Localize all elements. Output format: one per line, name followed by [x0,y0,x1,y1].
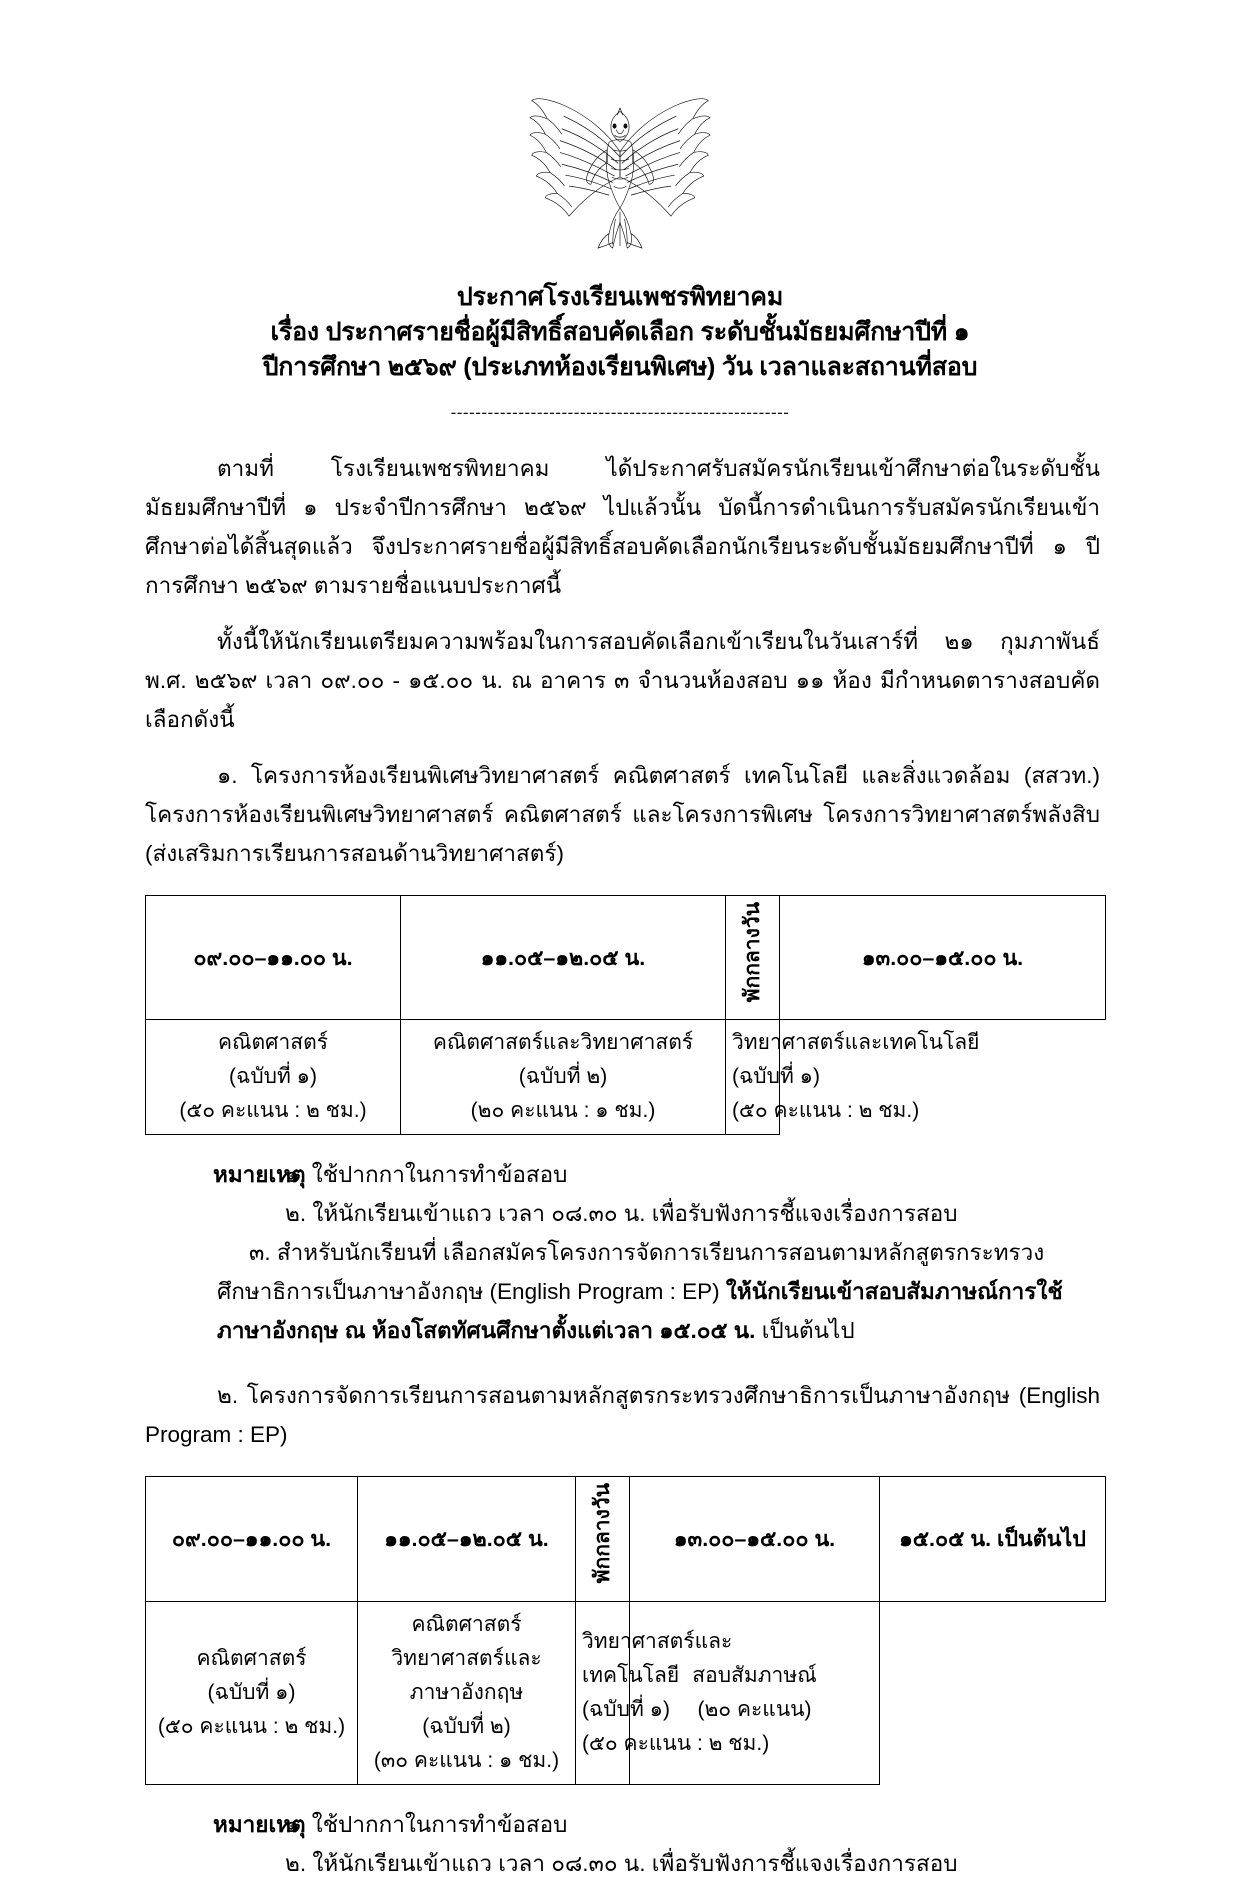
notes-section-2 [145,1805,1100,1883]
notes-section-1 [145,1155,1100,1350]
table-header-row [146,896,1106,1020]
table1-header-slot-1: ๐๙.๐๐–๑๑.๐๐ น. [146,896,401,1020]
notes-1-item-3-part-b: ให้นักเรียนเข้าสอบสัมภาษณ์การใช้ภาษาอังกฤษ ณ ห้องโสตทัศนศึกษาตั้งแต่เวลา ๑๕.๐๕ น. [217,1279,1063,1344]
paragraph-intro: ตามที่ โรงเรียนเพชรพิทยาคม ได้ประกาศรับสมัครนักเรียนเข้าศึกษาต่อในระดับชั้นมัธยมศึกษาปีที่ ๑ ประจำปีการศึกษา ๒๕๖๙ ไปแล้วนั้น บัดนี้การดำเนินการรับสมัครนักเรียนเข้าศึกษาต่อได้สิ้นสุดแล้ว จึงประกาศรายชื่อผู้มีสิทธิ์สอบคัดเลือกนักเรียนระดับชั้นมัธยมศึกษาปีที่ ๑ ปีการศึกษา ๒๕๖๙ ตามรายชื่อแนบประกาศนี้ [145,456,1100,598]
table1-cell-1 [146,1020,401,1135]
notes-1-item-3-part-a: ๓. สำหรับนักเรียนที่ เลือกสมัครโครงการจัดการเรียนการสอนตามหลักสูตรกระทรวงศึกษาธิการเป็นภาษาอังกฤษ (English Program : EP) [217,1240,1045,1305]
table1-cell-2 [401,1020,726,1135]
table2-cell-4-line-1: สอบสัมภาษณ์ [692,1663,817,1687]
table2-header-slot-2: ๑๑.๐๕–๑๒.๐๕ น. [358,1477,576,1601]
table1-cell-1-line-1: คณิตศาสตร์ [217,1031,329,1055]
paragraph-program-1: ๑. โครงการห้องเรียนพิเศษวิทยาศาสตร์ คณิตศาสตร์ เทคโนโลยี และสิ่งแวดล้อม (สสวท.) โครงการห้องเรียนพิเศษวิทยาศาสตร์ คณิตศาสตร์ และโครงการพิเศษ โครงการวิทยาศาสตร์พลังสิบ (ส่งเสริมการเรียนการสอนด้านวิทยาศาสตร์) [145,763,1100,866]
table2-cell-1-line-3: (๕๐ คะแนน : ๒ ชม.) [157,1714,346,1738]
title-block [0,280,1240,423]
table2-cell-2 [358,1601,576,1784]
table1-lunch-break-cell [726,896,780,1020]
notes-2-items [285,1805,1100,1883]
table2-header-slot-4: ๑๕.๐๕ น. เป็นต้นไป [880,1477,1106,1601]
page-title-line-2: เรื่อง ประกาศรายชื่อผู้มีสิทธิ์สอบคัดเลือก ระดับชั้นมัธยมศึกษาปีที่ ๑ [270,318,970,346]
table2-header-slot-1: ๐๙.๐๐–๑๑.๐๐ น. [146,1477,358,1601]
table2-cell-4-line-2: (๒๐ คะแนน) [697,1697,812,1721]
table2-cell-3-line-2: เทคโนโลยี [582,1663,680,1687]
table2-header-slot-3: ๑๓.๐๐–๑๕.๐๐ น. [630,1477,880,1601]
page-title-line-3: ปีการศึกษา ๒๕๖๙ (ประเภทห้องเรียนพิเศษ) วัน เวลาและสถานที่สอบ [262,353,978,381]
notes-1-item-1: ๑. ใช้ปากกาในการทำข้อสอบ [285,1162,568,1188]
notes-2-item-2: ๒. ให้นักเรียนเข้าแถว เวลา ๐๘.๓๐ น. เพื่อรับฟังการชี้แจงเรื่องการสอบ [285,1850,958,1876]
table2-lunch-break-label: พักกลางวัน [591,1483,614,1584]
table1-header-slot-3: ๑๓.๐๐–๑๕.๐๐ น. [780,896,1106,1020]
emblem-container [0,0,1240,268]
table2-cell-2-line-2: วิทยาศาสตร์และ [391,1646,542,1670]
table-row [146,1020,1106,1135]
table2-cell-3-line-1: วิทยาศาสตร์และ [582,1629,733,1653]
page-title-line-1: ประกาศโรงเรียนเพชรพิทยาคม [456,283,784,311]
table2-cell-1-line-2: (ฉบับที่ ๑) [207,1680,296,1704]
garuda-emblem [527,86,713,268]
table2-cell-2-line-3: ภาษาอังกฤษ [409,1680,524,1704]
exam-schedule-table-1 [145,895,1106,1135]
table2-cell-1 [146,1601,358,1784]
exam-schedule-table-2 [145,1476,1106,1784]
table2-cell-2-line-1: คณิตศาสตร์ [411,1612,522,1636]
table1-cell-2-line-1: คณิตศาสตร์และวิทยาศาสตร์ [432,1031,694,1055]
table2-cell-3-line-4: (๕๐ คะแนน : ๒ ชม.) [582,1731,770,1755]
table2-cell-2-line-5: (๓๐ คะแนน : ๑ ชม.) [373,1748,560,1772]
table1-cell-3-line-3: (๕๐ คะแนน : ๒ ชม.) [732,1099,920,1123]
notes-2-first-row [145,1805,1100,1883]
body-content [0,449,1240,1883]
table2-cell-4 [630,1601,880,1784]
table2-cell-1-line-1: คณิตศาสตร์ [196,1646,307,1670]
table1-cell-2-line-3: (๒๐ คะแนน : ๑ ชม.) [470,1099,656,1123]
notes-1-item-3-part-c: เป็นต้นไป [755,1318,855,1344]
table2-cell-2-line-4: (ฉบับที่ ๒) [422,1714,511,1738]
paragraph-program-2: ๒. โครงการจัดการเรียนการสอนตามหลักสูตรกระทรวงศึกษาธิการเป็นภาษาอังกฤษ (English Program : EP) [145,1383,1100,1448]
notes-1-first-row [145,1155,1100,1350]
table-row [146,1601,1106,1784]
table1-cell-3 [726,1020,980,1135]
table1-cell-3-line-2: (ฉบับที่ ๑) [732,1065,820,1089]
table2-cell-3-line-3: (ฉบับที่ ๑) [582,1697,670,1721]
paragraph-exam-date: ทั้งนี้ให้นักเรียนเตรียมความพร้อมในการสอบคัดเลือกเข้าเรียนในวันเสาร์ที่ ๒๑ กุมภาพันธ์ พ.ศ. ๒๕๖๙ เวลา ๐๙.๐๐ - ๑๕.๐๐ น. ณ อาคาร ๓ จำนวนห้องสอบ ๑๑ ห้อง มีกำหนดตารางสอบคัดเลือกดังนี้ [145,629,1100,732]
table-header-row [146,1477,1106,1601]
notes-2-label: หมายเหตุ [213,1811,306,1837]
table1-cell-2-line-2: (ฉบับที่ ๒) [518,1065,608,1089]
table2-lunch-break-cell [576,1477,630,1601]
table1-cell-1-line-2: (ฉบับที่ ๑) [229,1065,317,1089]
notes-1-item-3 [217,1233,1100,1350]
notes-2-item-1: ๑. ใช้ปากกาในการทำข้อสอบ [285,1811,568,1837]
table1-cell-3-line-1: วิทยาศาสตร์และเทคโนโลยี [732,1031,980,1055]
table1-cell-1-line-3: (๕๐ คะแนน : ๒ ชม.) [179,1099,367,1123]
notes-1-item-2: ๒. ให้นักเรียนเข้าแถว เวลา ๐๘.๓๐ น. เพื่อรับฟังการชี้แจงเรื่องการสอบ [285,1201,958,1227]
table1-lunch-break-label: พักกลางวัน [741,902,764,1003]
table1-header-slot-2: ๑๑.๐๕–๑๒.๐๕ น. [401,896,726,1020]
title-divider: ------------------------------------------------------- [450,403,790,422]
notes-1-label: หมายเหตุ [213,1162,306,1188]
